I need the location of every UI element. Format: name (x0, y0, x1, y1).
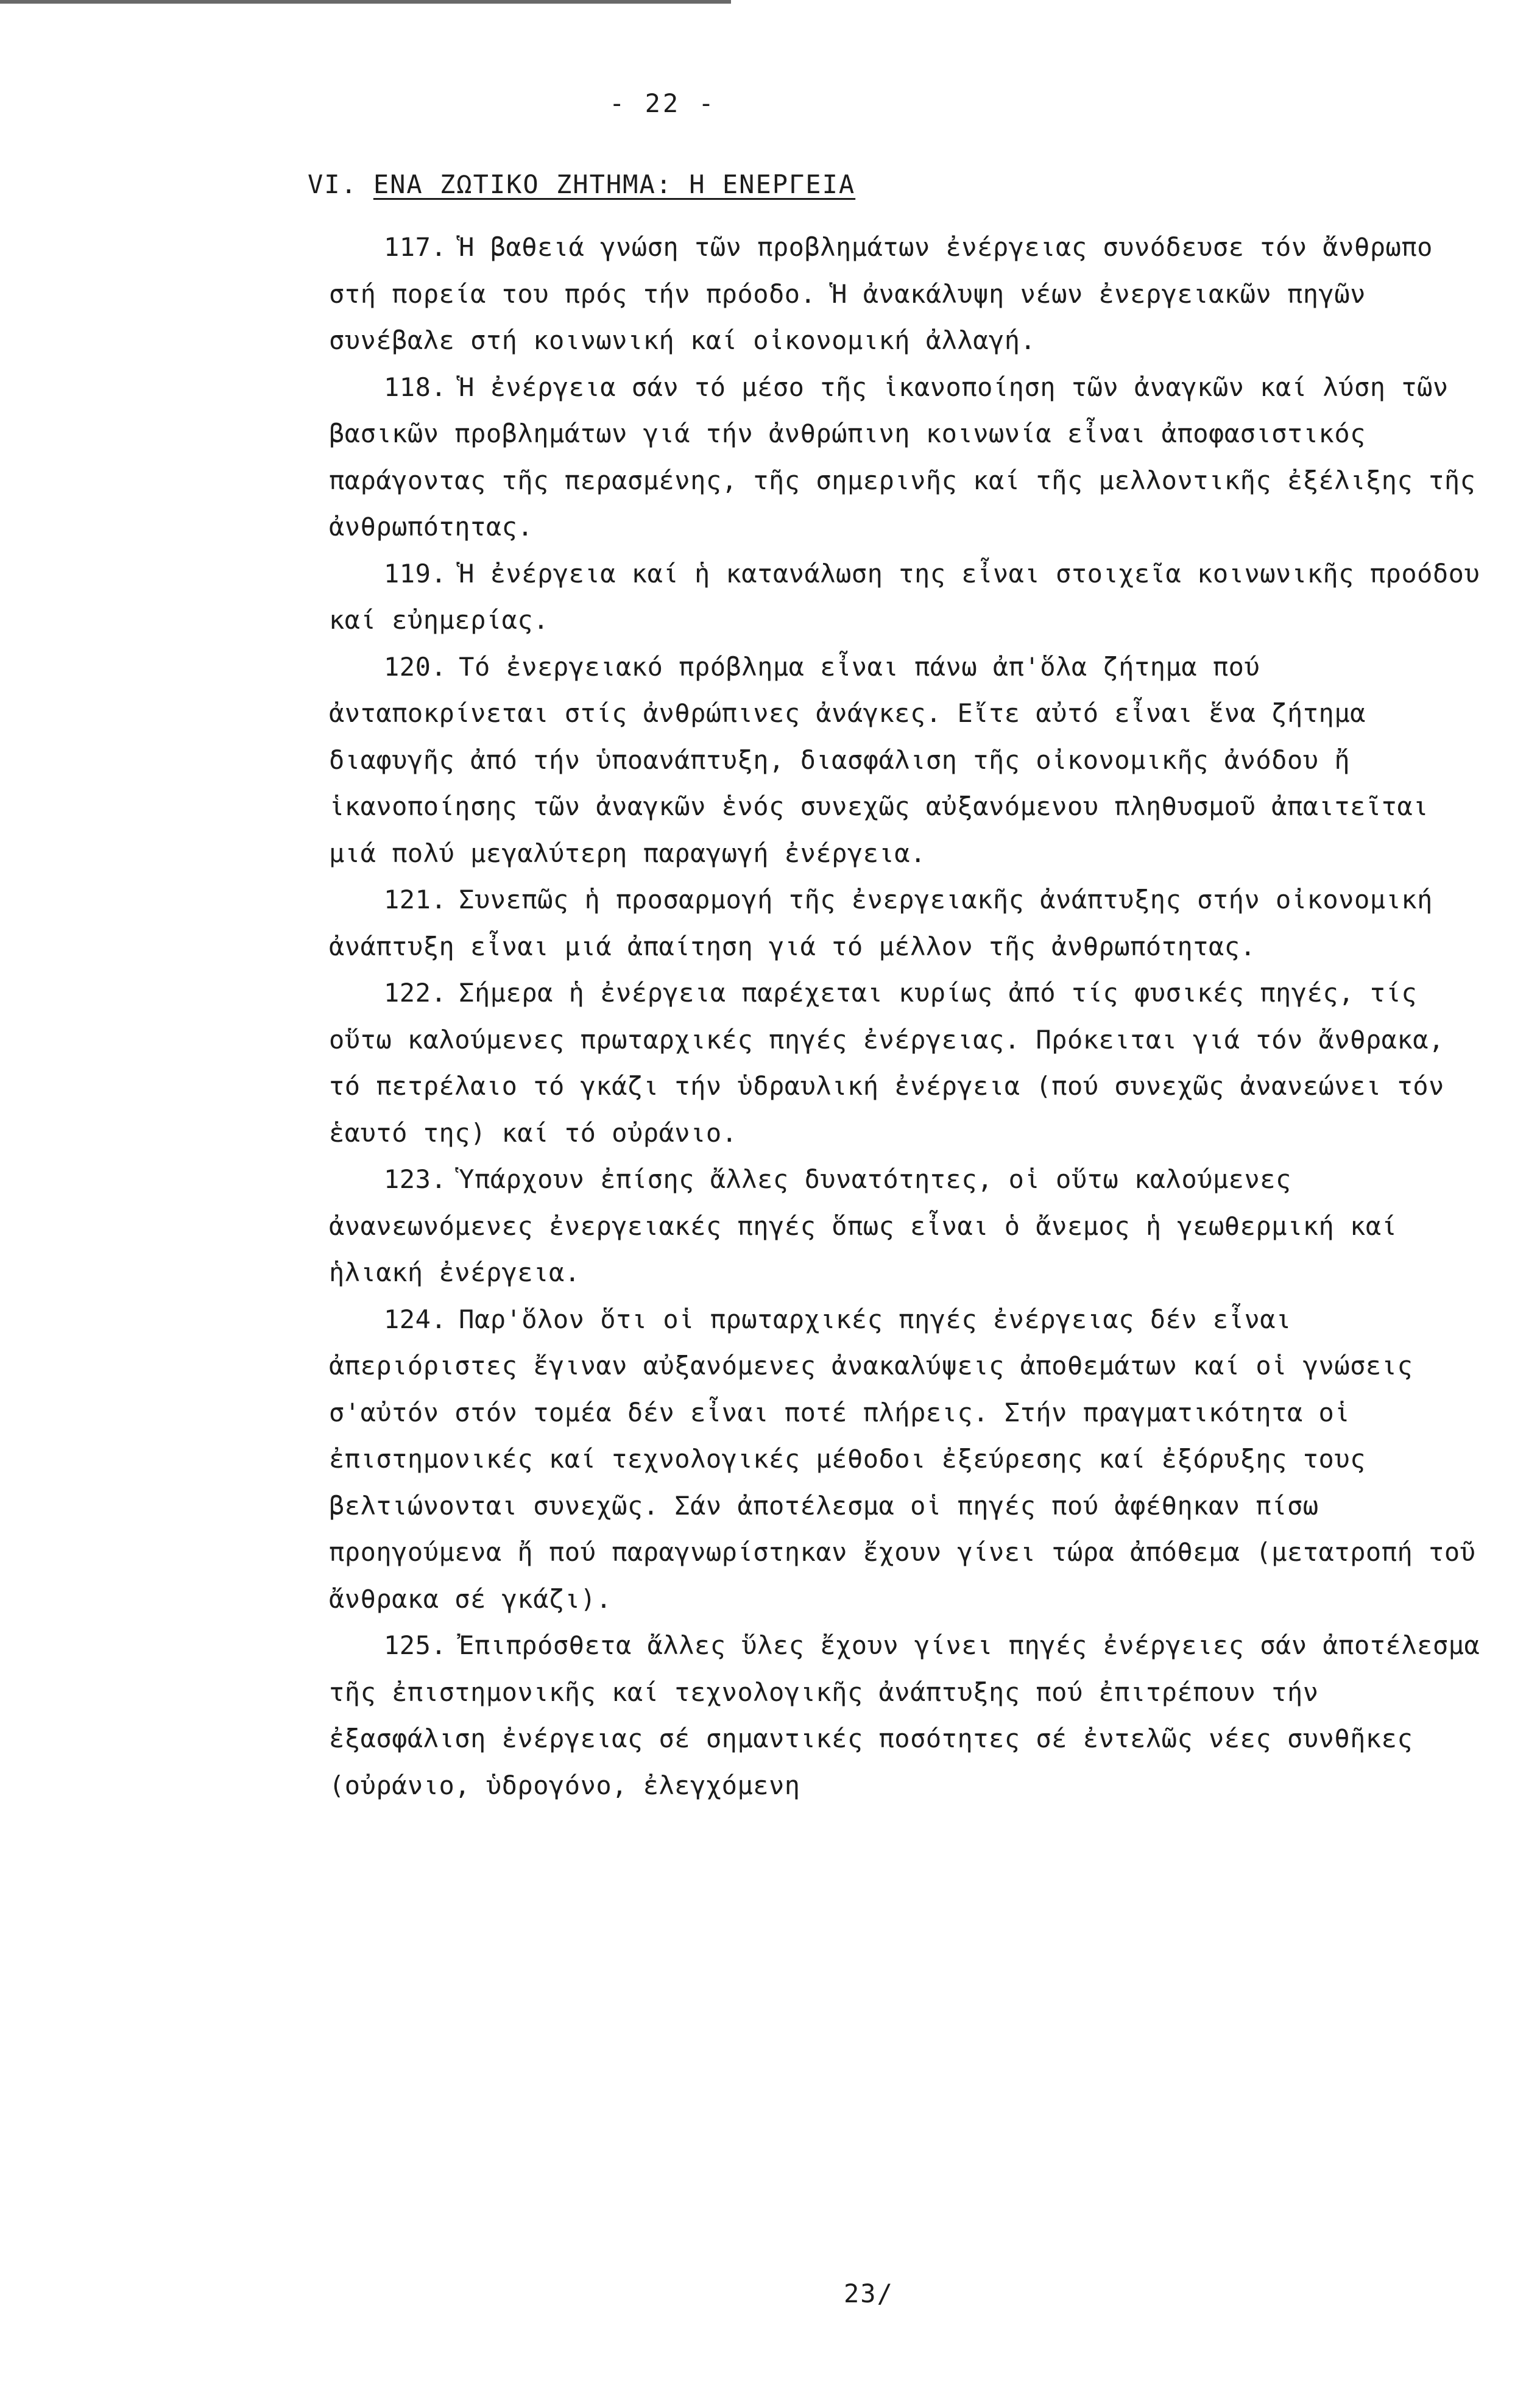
paragraph-number: 124. (384, 1304, 447, 1334)
paragraph-text: Ἐπιπρόσθετα ἄλλες ὕλες ἔχουν γίνει πηγές ἐνέργειες σάν ἀποτέλεσμα τῆς ἐπιστημονικῆς καί τεχνολογικῆς ἀνάπτυξης πού ἐπιτρέπουν τήν ἐξασφάλιση ἐνέργειας σέ σημαντικές ποσότητες σέ ἐντελῶς νέες συνθῆκες (οὐράνιο, ὑδρογόνο, ἐλεγχόμενη (329, 1630, 1480, 1800)
section-numeral: VI. (308, 169, 358, 199)
paragraph-124 (329, 1296, 1486, 1623)
page-number: - 22 - (609, 88, 716, 118)
section-heading (308, 169, 855, 199)
paragraph-122 (329, 970, 1486, 1156)
paragraph-number: 117. (384, 232, 447, 262)
paragraph-text: Ὑπάρχουν ἐπίσης ἄλλες δυνατότητες, οἱ οὕτω καλούμενες ἀνανεωνόμενες ἐνεργειακές πηγές ὅπως εἶναι ὁ ἄνεμος ἡ γεωθερμική καί ἡλιακή ἐνέργεια. (329, 1164, 1397, 1287)
body-text (329, 224, 1486, 1809)
paragraph-number: 122. (384, 978, 447, 1008)
paragraph-125 (329, 1622, 1486, 1809)
section-title: ΕΝΑ ΖΩΤΙΚΟ ΖΗΤΗΜΑ: Η ΕΝΕΡΓΕΙΑ (373, 169, 856, 199)
paragraph-number: 118. (384, 372, 447, 402)
paragraph-119 (329, 551, 1486, 644)
paragraph-text: Τό ἐνεργειακό πρόβλημα εἶναι πάνω ἀπ'ὅλα ζήτημα πού ἀνταποκρίνεται στίς ἀνθρώπινες ἀνάγκες. Εἴτε αὐτό εἶναι ἕνα ζήτημα διαφυγῆς ἀπό τήν ὑποανάπτυξη, διασφάλιση τῆς οἰκονομικῆς ἀνόδου ἤ ἱκανοποίησης τῶν ἀναγκῶν ἑνός συνεχῶς αὐξανόμενου πληθυσμοῦ ἀπαιτεῖται μιά πολύ μεγαλύτερη παραγωγή ἐνέργεια. (329, 651, 1429, 868)
paragraph-117 (329, 224, 1486, 364)
paragraph-number: 119. (384, 558, 447, 589)
paragraph-text: Ἡ ἐνέργεια καί ἡ κατανάλωση της εἶναι στοιχεῖα κοινωνικῆς προόδου καί εὐημερίας. (329, 558, 1480, 635)
paragraph-text: Σήμερα ἡ ἐνέργεια παρέχεται κυρίως ἀπό τίς φυσικές πηγές, τίς οὕτω καλούμενες πρωταρχικές πηγές ἐνέργειας. Πρόκειται γιά τόν ἄνθρακα, τό πετρέλαιο τό γκάζι τήν ὑδραυλική ἐνέργεια (πού συνεχῶς ἀνανεώνει τόν ἑαυτό της) καί τό οὐράνιο. (329, 978, 1444, 1148)
paragraph-text: Συνεπῶς ἡ προσαρμογή τῆς ἐνεργειακῆς ἀνάπτυξης στήν οἰκονομική ἀνάπτυξη εἶναι μιά ἀπαίτηση γιά τό μέλλον τῆς ἀνθρωπότητας. (329, 885, 1433, 961)
paragraph-123 (329, 1156, 1486, 1296)
continuation-marker: 23/ (844, 2279, 894, 2308)
paragraph-text: Ἡ βαθειά γνώση τῶν προβλημάτων ἐνέργειας συνόδευσε τόν ἄνθρωπο στή πορεία του πρός τήν πρόοδο. Ἡ ἀνακάλυψη νέων ἐνεργειακῶν πηγῶν συνέβαλε στή κοινωνική καί οἰκονομική ἀλλαγή. (329, 232, 1433, 355)
paragraph-number: 123. (384, 1164, 447, 1194)
paragraph-number: 120. (384, 651, 447, 682)
paragraph-number: 125. (384, 1630, 447, 1660)
top-edge-rule (0, 0, 731, 4)
paragraph-120 (329, 644, 1486, 877)
paragraph-121 (329, 877, 1486, 970)
paragraph-text: Παρ'ὅλον ὅτι οἱ πρωταρχικές πηγές ἐνέργειας δέν εἶναι ἀπεριόριστες ἔγιναν αὐξανόμενες ἀνακαλύψεις ἀποθεμάτων καί οἱ γνώσεις σ'αὐτόν στόν τομέα δέν εἶναι ποτέ πλήρεις. Στήν πραγματικότητα οἱ ἐπιστημονικές καί τεχνολογικές μέθοδοι ἐξεύρεσης καί ἐξόρυξης τους βελτιώνονται συνεχῶς. Σάν ἀποτέλεσμα οἱ πηγές πού ἀφέθηκαν πίσω προηγούμενα ἤ πού παραγνωρίστηκαν ἔχουν γίνει τώρα ἀπόθεμα (μετατροπή τοῦ ἄνθρακα σέ γκάζι). (329, 1304, 1476, 1614)
paragraph-118 (329, 364, 1486, 551)
paragraph-number: 121. (384, 885, 447, 914)
paragraph-text: Ἡ ἐνέργεια σάν τό μέσο τῆς ἱκανοποίηση τῶν ἀναγκῶν καί λύση τῶν βασικῶν προβλημάτων γιά τήν ἀνθρώπινη κοινωνία εἶναι ἀποφασιστικός παράγοντας τῆς περασμένης, τῆς σημερινῆς καί τῆς μελλοντικῆς ἐξέλιξης τῆς ἀνθρωπότητας. (329, 372, 1476, 542)
